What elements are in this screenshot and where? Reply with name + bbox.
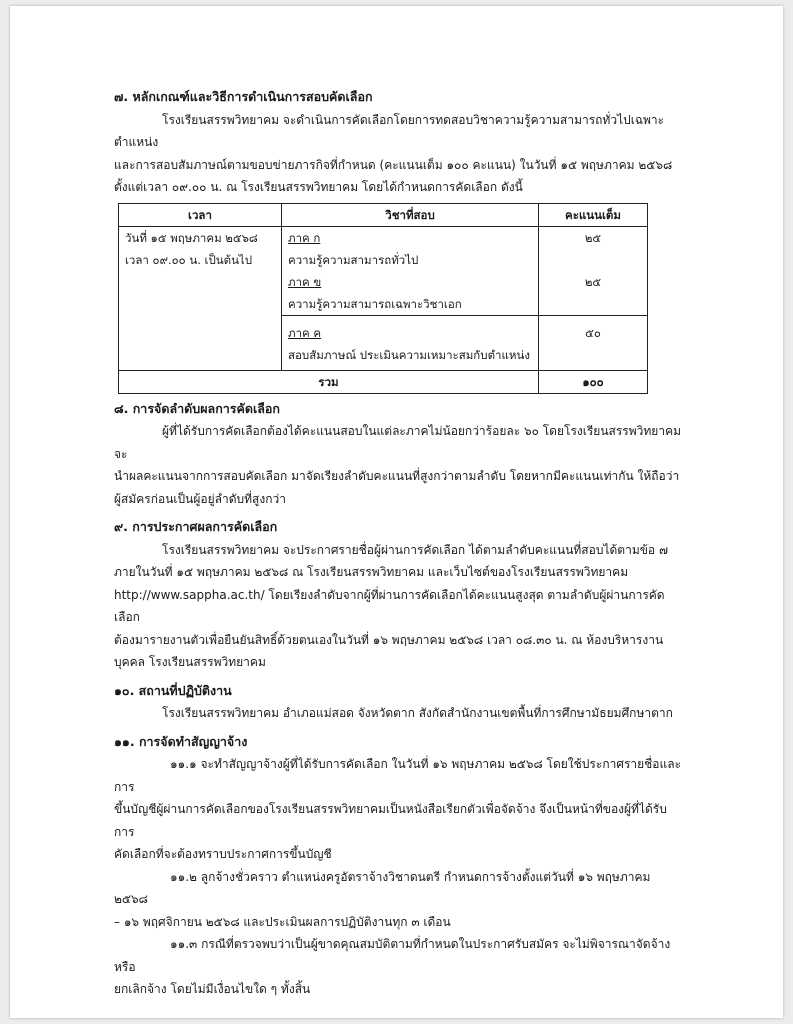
section-11-1-line: คัดเลือกที่จะต้องทราบประกาศการขึ้นบัญชี	[114, 847, 332, 861]
part-b-subject: ความรู้ความสามารถเฉพาะวิชาเอก	[288, 296, 462, 311]
section-7-text-line: และการสอบสัมภาษณ์ตามขอบข่ายภารกิจที่กำหนด (คะแนนเต็ม ๑๐๐ คะแนน) ในวันที่ ๑๕ พฤษภาคม ๒๕๖๘	[114, 157, 673, 172]
subject-cell-c	[282, 315, 539, 370]
section-7-text-line: ตั้งแต่เวลา ๐๙.๐๐ น. ณ โรงเรียนสรรพวิทยาคม โดยได้กำหนดการคัดเลือก ดังนี้	[114, 180, 523, 194]
document-body	[114, 86, 686, 1001]
total-score: ๑๐๐	[539, 370, 648, 393]
section-9-title: ๙. การประกาศผลการคัดเลือก	[114, 519, 278, 534]
part-c-label: ภาค ค	[288, 325, 322, 340]
part-a-score: ๒๕	[584, 230, 602, 245]
part-c-subject: สอบสัมภาษณ์ ประเมินความเหมาะสมกับตำแหน่ง	[288, 347, 530, 362]
section-9-text-line: บุคคล โรงเรียนสรรพวิทยาคม	[114, 655, 266, 669]
section-7-title: ๗. หลักเกณฑ์และวิธีการดำเนินการสอบคัดเลือก	[114, 89, 373, 104]
section-9-url-line: http://www.sappha.ac.th/ โดยเรียงลำดับจากผู้ที่ผ่านการคัดเลือกได้คะแนนสูงสุด ตามลำดับผู้ผ่านการคัดเลือก	[114, 587, 665, 624]
table-header-row	[119, 203, 648, 226]
exam-time: เวลา ๐๙.๐๐ น. เป็นต้นไป	[125, 252, 253, 267]
document-page	[10, 6, 783, 1018]
section-10-text-line: โรงเรียนสรรพวิทยาคม อำเภอแม่สอด จังหวัดตาก สังกัดสำนักงานเขตพื้นที่การศึกษามัธยมศึกษาตาก	[162, 706, 673, 720]
section-11-3-line: ยกเลิกจ้าง โดยไม่มีเงื่อนไขใด ๆ ทั้งสิ้น	[114, 982, 311, 996]
exam-time-cell	[119, 226, 282, 370]
section-8-title: ๘. การจัดลำดับผลการคัดเลือก	[114, 400, 280, 416]
score-cell-c	[539, 315, 648, 370]
exam-date: วันที่ ๑๕ พฤษภาคม ๒๕๖๘	[125, 230, 258, 245]
header-time: เวลา	[119, 203, 282, 226]
section-11-1-line: ขึ้นบัญชีผู้ผ่านการคัดเลือกของโรงเรียนสรรพวิทยาคมเป็นหนังสือเรียกตัวเพื่อจัดจ้าง จึงเป็นหน้าที่ของผู้ที่ได้รับการ	[114, 802, 667, 839]
table-total-row	[119, 370, 648, 393]
section-11-1-line: ๑๑.๑ จะทำสัญญาจ้างผู้ที่ได้รับการคัดเลือก ในวันที่ ๑๖ พฤษภาคม ๒๕๖๘ โดยใช้ประกาศรายชื่อและการ	[114, 757, 682, 794]
section-9-text-line: ภายในวันที่ ๑๕ พฤษภาคม ๒๕๖๘ ณ โรงเรียนสรรพวิทยาคม และเว็บไซต์ของโรงเรียนสรรพวิทยาคม	[114, 565, 629, 579]
exam-schedule-table	[118, 203, 648, 394]
section-11-3-line: ๑๑.๓ กรณีที่ตรวจพบว่าเป็นผู้ขาดคุณสมบัติตามที่กำหนดในประกาศรับสมัคร จะไม่พิจารณาจัดจ้างหรือ	[114, 937, 671, 974]
section-9-text-line: โรงเรียนสรรพวิทยาคม จะประกาศรายชื่อผู้ผ่านการคัดเลือก ได้ตามลำดับคะแนนที่สอบได้ตามข้อ ๗	[162, 542, 668, 557]
part-c-score: ๕๐	[585, 325, 601, 340]
table-row	[119, 226, 648, 315]
total-label: รวม	[119, 370, 539, 393]
part-a-label: ภาค ก	[288, 230, 321, 245]
section-11-title: ๑๑. การจัดทำสัญญาจ้าง	[114, 733, 248, 749]
section-10-title: ๑๐. สถานที่ปฏิบัติงาน	[114, 682, 232, 698]
score-cell-ab	[539, 226, 648, 315]
section-8-text-line: นำผลคะแนนจากการสอบคัดเลือก มาจัดเรียงลำดับคะแนนที่สูงกว่าตามลำดับ โดยหากมีคะแนนเท่ากัน ให้ถือว่า	[114, 469, 680, 483]
header-subject: วิชาที่สอบ	[282, 203, 539, 226]
section-11-2-line: ๑๑.๒ ลูกจ้างชั่วคราว ตำแหน่งครูอัตราจ้างวิชาดนตรี กำหนดการจ้างตั้งแต่วันที่ ๑๖ พฤษภาคม ๒๕๖๘	[114, 869, 651, 906]
section-8-text-line: ผู้สมัครก่อนเป็นผู้อยู่ลำดับที่สูงกว่า	[114, 491, 286, 506]
part-b-label: ภาค ข	[288, 274, 322, 289]
section-7-text-line: โรงเรียนสรรพวิทยาคม จะดำเนินการคัดเลือกโดยการทดสอบวิชาความรู้ความสามารถทั่วไปเฉพาะตำแหน่ง	[114, 112, 665, 149]
subject-cell-ab	[282, 226, 539, 315]
section-8-text-line: ผู้ที่ได้รับการคัดเลือกต้องได้คะแนนสอบในแต่ละภาคไม่น้อยกว่าร้อยละ ๖๐ โดยโรงเรียนสรรพวิทยาคม จะ	[114, 424, 682, 461]
section-9-text-line: ต้องมารายงานตัวเพื่อยืนยันสิทธิ์ด้วยตนเองในวันที่ ๑๖ พฤษภาคม ๒๕๖๘ เวลา ๐๘.๓๐ น. ณ ห้องบริหารงาน	[114, 632, 664, 647]
section-11-2-line: – ๑๖ พฤศจิกายน ๒๕๖๘ และประเมินผลการปฏิบัติงานทุก ๓ เดือน	[114, 914, 451, 929]
header-score: คะแนนเต็ม	[539, 203, 648, 226]
part-a-subject: ความรู้ความสามารถทั่วไป	[288, 252, 419, 267]
part-b-score: ๒๕	[584, 274, 602, 289]
